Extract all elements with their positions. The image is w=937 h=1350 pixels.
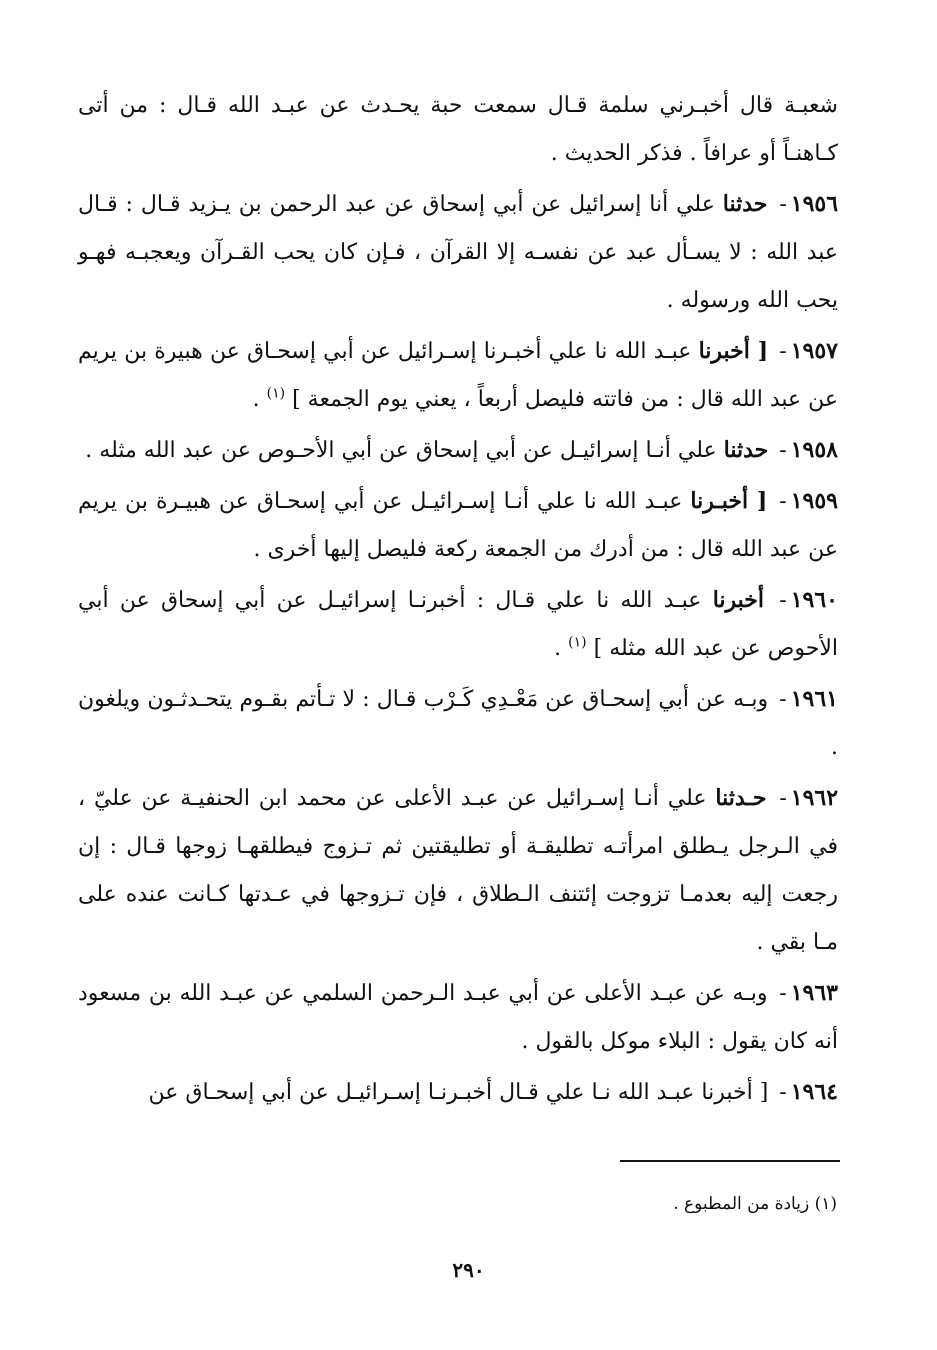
hadith-number: ١٩٥٩	[790, 488, 838, 514]
hadith-number: ١٩٦٠	[790, 587, 838, 613]
hadith-text: وبـه عن عبـد الأعلى عن أبي عبـد الـرحمن السلمي عن عبـد الله بن مسعود أنه كان يقول : البلاء موكل بالقول .	[78, 981, 838, 1054]
footnote: (١) زيادة من المطبوع .	[673, 1194, 837, 1214]
hadith-text: علي أنا إسرائيل عن أبي إسحاق عن عبد الرحمن بن يـزيد قـال : قـال عبد الله : لا يسـأل عبد عن نفسـه إلا القرآن ، فـإن كان يحب القـرآن ويعجبـه فهـو يحب الله ورسوله .	[78, 192, 838, 313]
hadith-number: ١٩٦٣	[790, 980, 838, 1006]
page-body	[78, 82, 838, 1119]
hadith-1959: ١٩٥٩- [ أخبـرنا عبـد الله نا علي أنـا إسـرائيـل عن أبي إسحـاق عن هبيـرة بن يريم عن عبد الله قال : من أدرك من الجمعة ركعة فليصل إليها أخرى .	[78, 488, 838, 562]
hadith-lead: حدثنا	[723, 437, 769, 463]
footnote-reference: (١)	[568, 634, 587, 651]
hadith-text: وبـه عن أبي إسحـاق عن مَعْـدِي كَـرْب قـال : لا تـأتم بقـوم يتحـدثـون ويلغون .	[78, 687, 838, 760]
hadith-number: ١٩٦٤	[790, 1079, 838, 1105]
footnote-reference: (١)	[266, 385, 286, 402]
page-number: ٢٩٠	[452, 1258, 485, 1282]
hadith-text: علي أنـا إسرائيـل عن أبي إسحاق عن أبي الأحـوص عن عبد الله مثله .	[85, 438, 717, 463]
hadith-1961: ١٩٦١- وبـه عن أبي إسحـاق عن مَعْـدِي كَـرْب قـال : لا تـأتم بقـوم يتحـدثـون ويلغون .	[78, 686, 838, 760]
hadith-text: عبـد الله نا علي أنـا إسـرائيـل عن أبي إسحـاق عن هبيـرة بن يريم عن عبد الله قال : من أدرك من الجمعة ركعة فليصل إليها أخرى .	[78, 489, 838, 562]
hadith-number: ١٩٦١	[790, 686, 838, 712]
paragraph	[78, 82, 838, 178]
hadith-number: ١٩٥٨	[790, 437, 838, 463]
hadith-lead: أخبرنا	[712, 587, 765, 613]
hadith-1964: ١٩٦٤- [ أخبرنا عبـد الله نـا علي قـال أخبـرنـا إسـرائيـل عن أبي إسحـاق عن	[148, 1079, 838, 1105]
hadith-1960: ١٩٦٠- أخبرنا عبـد الله نا علي قـال : أخبرنـا إسرائيـل عن أبي إسحاق عن أبي الأحوص عن عبد الله مثله ] $^{(١)}$ .	[78, 587, 838, 661]
hadith-tail: .	[252, 387, 267, 412]
hadith-number: ١٩٦٢	[790, 785, 839, 811]
hadith-lead: حدثنا	[722, 191, 768, 217]
hadith-1957: ١٩٥٧- [ أخبرنا عبـد الله نا علي أخبـرنا إسـرائيل عن أبي إسحـاق عن هبيرة بن يريم عن عبد الله قال : من فاتته فليصل أربعاً ، يعني يوم الجمعة ] $^{(١)}$ .	[78, 338, 838, 412]
hadith-lead: حـدثنا	[715, 785, 767, 811]
hadith-lead: [ أخبرنا	[698, 338, 769, 364]
hadith-1963: ١٩٦٣- وبـه عن عبـد الأعلى عن أبي عبـد الـرحمن السلمي عن عبـد الله بن مسعود أنه كان يقول : البلاء موكل بالقول .	[78, 980, 838, 1054]
hadith-1958: ١٩٥٨- حدثنا علي أنـا إسرائيـل عن أبي إسحاق عن أبي الأحـوص عن عبد الله مثله .	[85, 437, 838, 463]
hadith-text: عبـد الله نا علي أخبـرنا إسـرائيل عن أبي إسحـاق عن هبيرة بن يريم عن عبد الله قال : من فاتته فليصل أربعاً ، يعني يوم الجمعة ]	[78, 339, 838, 412]
hadith-tail: .	[554, 636, 569, 661]
hadith-text: [ أخبرنا عبـد الله نـا علي قـال أخبـرنـا إسـرائيـل عن أبي إسحـاق عن	[148, 1080, 769, 1105]
hadith-1962: ١٩٦٢- حـدثنا علي أنـا إسـرائيل عن عبـد الأعلى عن محمد ابن الحنفيـة عن عليّ ، في الـرجل يـطلق امرأتـه تطليقـة أو تطليقتين ثم تـزوج فيطلقهـا زوجها قـال : إن رجعت إليه بعدمـا تزوجت إئتنف الـطلاق ، فإن تـزوجها في عـدتها كـانت عنده على مـا بقي .	[78, 785, 839, 955]
footnote-divider	[620, 1160, 840, 1162]
hadith-text: علي أنـا إسـرائيل عن عبـد الأعلى عن محمد ابن الحنفيـة عن عليّ ، في الـرجل يـطلق امرأتـه تطليقـة أو تطليقتين ثم تـزوج فيطلقهـا زوجها قـال : إن رجعت إليه بعدمـا تزوجت إئتنف الـطلاق ، فإن تـزوجها في عـدتها كـانت عنده على مـا بقي .	[78, 786, 838, 955]
hadith-text: عبـد الله نا علي قـال : أخبرنـا إسرائيـل عن أبي إسحاق عن أبي الأحوص عن عبد الله مثله ]	[78, 588, 838, 661]
hadith-number: ١٩٥٦	[790, 191, 839, 217]
hadith-lead: [ أخبـرنا	[690, 488, 768, 514]
hadith-number: ١٩٥٧	[790, 338, 838, 364]
hadith-1956: ١٩٥٦- حدثنا علي أنا إسرائيل عن أبي إسحاق عن عبد الرحمن بن يـزيد قـال : قـال عبد الله : لا يسـأل عبد عن نفسـه إلا القرآن ، فـإن كان يحب القـرآن ويعجبـه فهـو يحب الله ورسوله .	[78, 191, 839, 313]
paragraph-text: شعبـة قال أخبـرني سلمة قـال سمعت حبة يحـدث عن عبـد الله قـال : من أتى كـاهنـاً أو عرافاً . فذكر الحديث .	[78, 93, 838, 166]
